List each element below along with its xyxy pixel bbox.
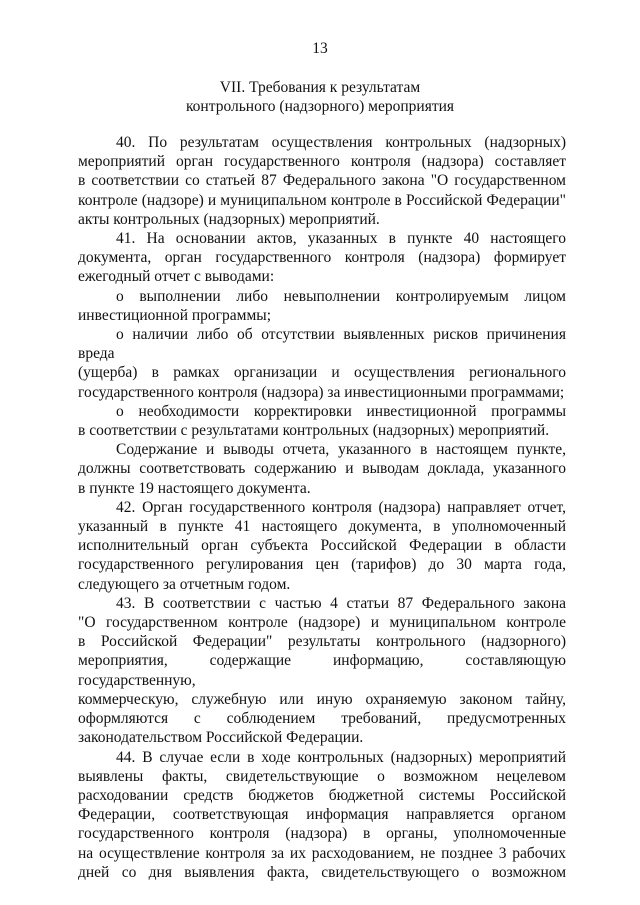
paragraph bbox=[78, 748, 566, 882]
paragraph-line: коммерческую, служебную или иную охраняемую законом тайну, bbox=[78, 690, 566, 708]
paragraph-line: государственного контроля (надзора) за инвестиционными программами; bbox=[78, 383, 565, 401]
paragraph-line: указанный в пункте 41 настоящего документа, в уполномоченный bbox=[78, 518, 566, 536]
paragraph-line: Содержание и выводы отчета, указанного в настоящем пункте, bbox=[116, 441, 566, 459]
paragraph bbox=[78, 402, 566, 440]
paragraph-line: 40. По результатам осуществления контрольных (надзорных) bbox=[116, 134, 566, 151]
paragraph-line: Федерации, соответствующая информация направляется органом bbox=[78, 806, 566, 824]
document-body bbox=[78, 133, 566, 882]
section-title bbox=[0, 78, 640, 116]
paragraph-line: документа, орган государственного контроля (надзора) формирует bbox=[78, 249, 566, 267]
paragraph bbox=[78, 594, 566, 748]
paragraph bbox=[78, 229, 566, 287]
paragraph-line: государственного контроля (надзора) в органы, уполномоченные bbox=[78, 825, 566, 843]
paragraph-line: 42. Орган государственного контроля (надзора) направляет отчет, bbox=[116, 498, 566, 516]
paragraph-line: в пункте 19 настоящего документа. bbox=[78, 479, 311, 497]
section-title-line-1: VII. Требования к результатам bbox=[219, 79, 421, 96]
paragraph-line: о наличии либо об отсутствии выявленных рисков причинения вреда bbox=[78, 326, 566, 363]
paragraph-line: акты контрольных (надзорных) мероприятий. bbox=[78, 210, 380, 228]
paragraph bbox=[78, 440, 566, 498]
paragraph-line: оформляются с соблюдением требований, предусмотренных bbox=[78, 710, 566, 728]
paragraph-line: 44. В случае если в ходе контрольных (надзорных) мероприятий bbox=[116, 748, 566, 766]
paragraph-line: расходовании средств бюджетов бюджетной системы Российской bbox=[78, 786, 566, 804]
section-title-line-2: контрольного (надзорного) мероприятия bbox=[185, 98, 455, 116]
paragraph-line: "О государственном контроле (надзоре) и муниципальном контроле bbox=[78, 614, 566, 632]
paragraph-line: исполнительный орган субъекта Российской Федерации в области bbox=[78, 537, 566, 555]
paragraph-line: ежегодный отчет с выводами: bbox=[78, 268, 275, 286]
paragraph-line: следующего за отчетным годом. bbox=[78, 575, 291, 593]
paragraph bbox=[78, 133, 566, 229]
paragraph-line: в Российской Федерации" результаты контрольного (надзорного) bbox=[78, 633, 566, 651]
paragraph-line: о необходимости корректировки инвестиционной программы bbox=[116, 402, 566, 420]
paragraph bbox=[78, 498, 566, 594]
page-number: 13 bbox=[312, 40, 328, 57]
paragraph-line: выявлены факты, свидетельствующие о возможном нецелевом bbox=[78, 767, 566, 785]
paragraph-line: в соответствии с результатами контрольных (надзорных) мероприятий. bbox=[78, 422, 550, 440]
paragraph-line: мероприятий орган государственного контроля (надзора) составляет bbox=[78, 153, 566, 171]
paragraph-line: мероприятия, содержащие информацию, составляющую государственную, bbox=[78, 652, 566, 689]
paragraph bbox=[78, 287, 566, 325]
paragraph-line: должны соответствовать содержанию и выводам доклада, указанного bbox=[78, 460, 566, 478]
paragraph-line: государственного регулирования цен (тарифов) до 30 марта года, bbox=[78, 556, 566, 574]
paragraph-line: дней со дня выявления факта, свидетельствующего о возможном bbox=[78, 863, 566, 881]
paragraph-line: о выполнении либо невыполнении контролируемым лицом bbox=[116, 287, 566, 305]
paragraph-line: инвестиционной программы; bbox=[78, 306, 272, 324]
paragraph-line: (ущерба) в рамках организации и осуществления регионального bbox=[78, 364, 566, 382]
paragraph-line: на осуществление контроля за их расходованием, не позднее 3 рабочих bbox=[78, 844, 566, 862]
paragraph bbox=[78, 325, 566, 402]
paragraph-line: 43. В соответствии с частью 4 статьи 87 Федерального закона bbox=[116, 594, 566, 612]
paragraph-line: в соответствии со статьей 87 Федерального закона "О государственном bbox=[78, 172, 566, 190]
paragraph-line: законодательством Российской Федерации. bbox=[78, 729, 364, 747]
paragraph-line: контроле (надзоре) и муниципальном контроле в Российской Федерации" bbox=[78, 191, 566, 209]
paragraph-line: 41. На основании актов, указанных в пункте 40 настоящего bbox=[116, 230, 566, 248]
